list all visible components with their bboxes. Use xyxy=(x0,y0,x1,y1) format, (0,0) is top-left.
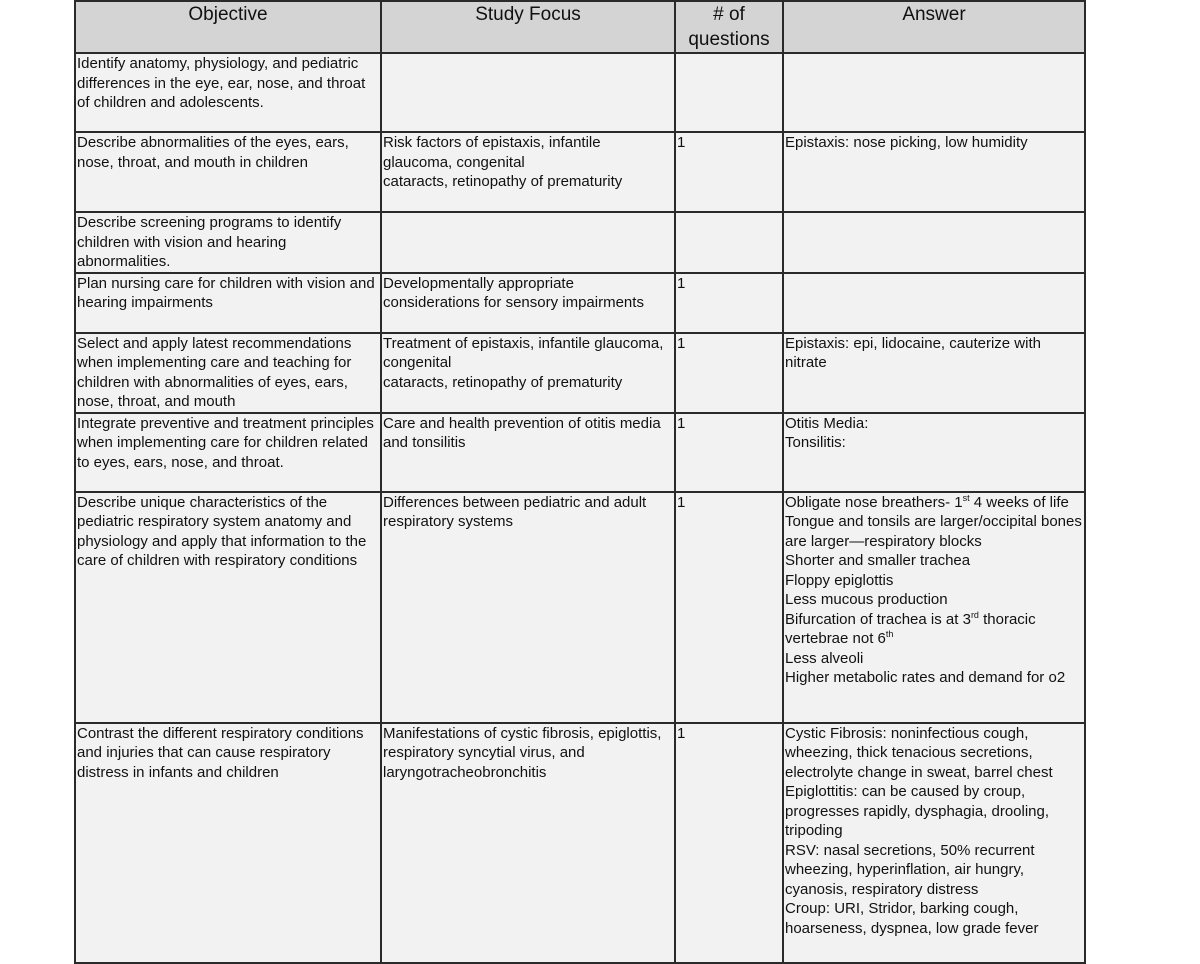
answer-line: Less alveoli xyxy=(785,649,864,667)
questions-cell xyxy=(675,53,783,132)
objective-cell: Plan nursing care for children with vision and hearing impairments xyxy=(75,273,381,333)
questions-cell xyxy=(675,212,783,273)
answer-line: Higher metabolic rates and demand for o2 xyxy=(785,669,1066,686)
questions-cell: 1 xyxy=(675,492,783,723)
table-row xyxy=(75,273,1085,333)
answer-cell xyxy=(783,212,1085,273)
objective-cell: Integrate preventive and treatment principles when implementing care for children related to eyes, ears, nose, and throat. xyxy=(75,413,381,492)
table-row xyxy=(75,53,1085,132)
header-num-questions: # of questions xyxy=(675,1,783,53)
answer-line: Floppy epiglottis xyxy=(785,571,894,589)
objective-cell: Identify anatomy, physiology, and pediatric differences in the eye, ear, nose, and throat of children and adolescents. xyxy=(75,53,381,132)
study-guide-table xyxy=(74,0,1086,964)
table-row xyxy=(75,492,1085,723)
questions-cell: 1 xyxy=(675,723,783,963)
study-focus-cell: Treatment of epistaxis, infantile glaucoma, congenital cataracts, retinopathy of prematurity xyxy=(381,333,675,413)
header-answer: Answer xyxy=(783,1,1085,53)
objective-cell: Describe abnormalities of the eyes, ears, nose, throat, and mouth in children xyxy=(75,132,381,212)
header-objective: Objective xyxy=(75,1,381,53)
answer-cell: Otitis Media: Tonsilitis: xyxy=(783,413,1085,492)
study-focus-cell xyxy=(381,53,675,132)
questions-cell: 1 xyxy=(675,333,783,413)
answer-cell xyxy=(783,53,1085,132)
objective-cell: Select and apply latest recommendations when implementing care and teaching for children with abnormalities of eyes, ears, nose, throat, and mouth xyxy=(75,333,381,413)
study-focus-cell xyxy=(381,212,675,273)
objective-cell: Describe unique characteristics of the pediatric respiratory system anatomy and physiology and apply that information to the care of children with respiratory conditions xyxy=(75,492,381,723)
table-row xyxy=(75,413,1085,492)
questions-cell: 1 xyxy=(675,273,783,333)
study-focus-cell: Manifestations of cystic fibrosis, epiglottis, respiratory syncytial virus, and laryngotracheobronchitis xyxy=(381,723,675,963)
header-study-focus: Study Focus xyxy=(381,1,675,53)
study-focus-cell: Care and health prevention of otitis media and tonsilitis xyxy=(381,413,675,492)
questions-cell: 1 xyxy=(675,413,783,492)
table-row xyxy=(75,212,1085,273)
objective-cell: Describe screening programs to identify children with vision and hearing abnormalities. xyxy=(75,212,381,273)
questions-cell: 1 xyxy=(675,132,783,212)
answer-cell: Epistaxis: epi, lidocaine, cauterize with nitrate xyxy=(783,333,1085,413)
answer-line: Obligate nose breathers- 1st 4 weeks of life xyxy=(785,492,1069,511)
answer-line: Shorter and smaller trachea xyxy=(785,552,971,569)
answer-cell xyxy=(783,492,1085,723)
study-focus-cell: Differences between pediatric and adult respiratory systems xyxy=(381,492,675,723)
answer-cell: Cystic Fibrosis: noninfectious cough, wheezing, thick tenacious secretions, electrolyte change in sweat, barrel chest Epiglottitis: can be caused by croup, progresses rapidly, dysphagia, drooling, tripoding RSV: nasal secretions, 50% recurrent wheezing, hyperinflation, air hungry, cyanosis, respiratory distress Croup: URI, Stridor, barking cough, hoarseness, dyspnea, low grade fever xyxy=(783,723,1085,963)
study-focus-cell: Developmentally appropriate considerations for sensory impairments xyxy=(381,273,675,333)
table-row xyxy=(75,132,1085,212)
header-row xyxy=(75,1,1085,53)
table-row xyxy=(75,333,1085,413)
answer-line: Tongue and tonsils are larger/occipital bones are larger—respiratory blocks xyxy=(785,513,1082,550)
objective-cell: Contrast the different respiratory conditions and injuries that can cause respiratory distress in infants and children xyxy=(75,723,381,963)
answer-cell xyxy=(783,273,1085,333)
answer-cell: Epistaxis: nose picking, low humidity xyxy=(783,132,1085,212)
answer-line: Bifurcation of trachea is at 3rd thoracic vertebrae not 6th xyxy=(785,609,1036,647)
study-focus-cell: Risk factors of epistaxis, infantile glaucoma, congenital cataracts, retinopathy of prematurity xyxy=(381,132,675,212)
answer-line: Less mucous production xyxy=(785,591,948,608)
